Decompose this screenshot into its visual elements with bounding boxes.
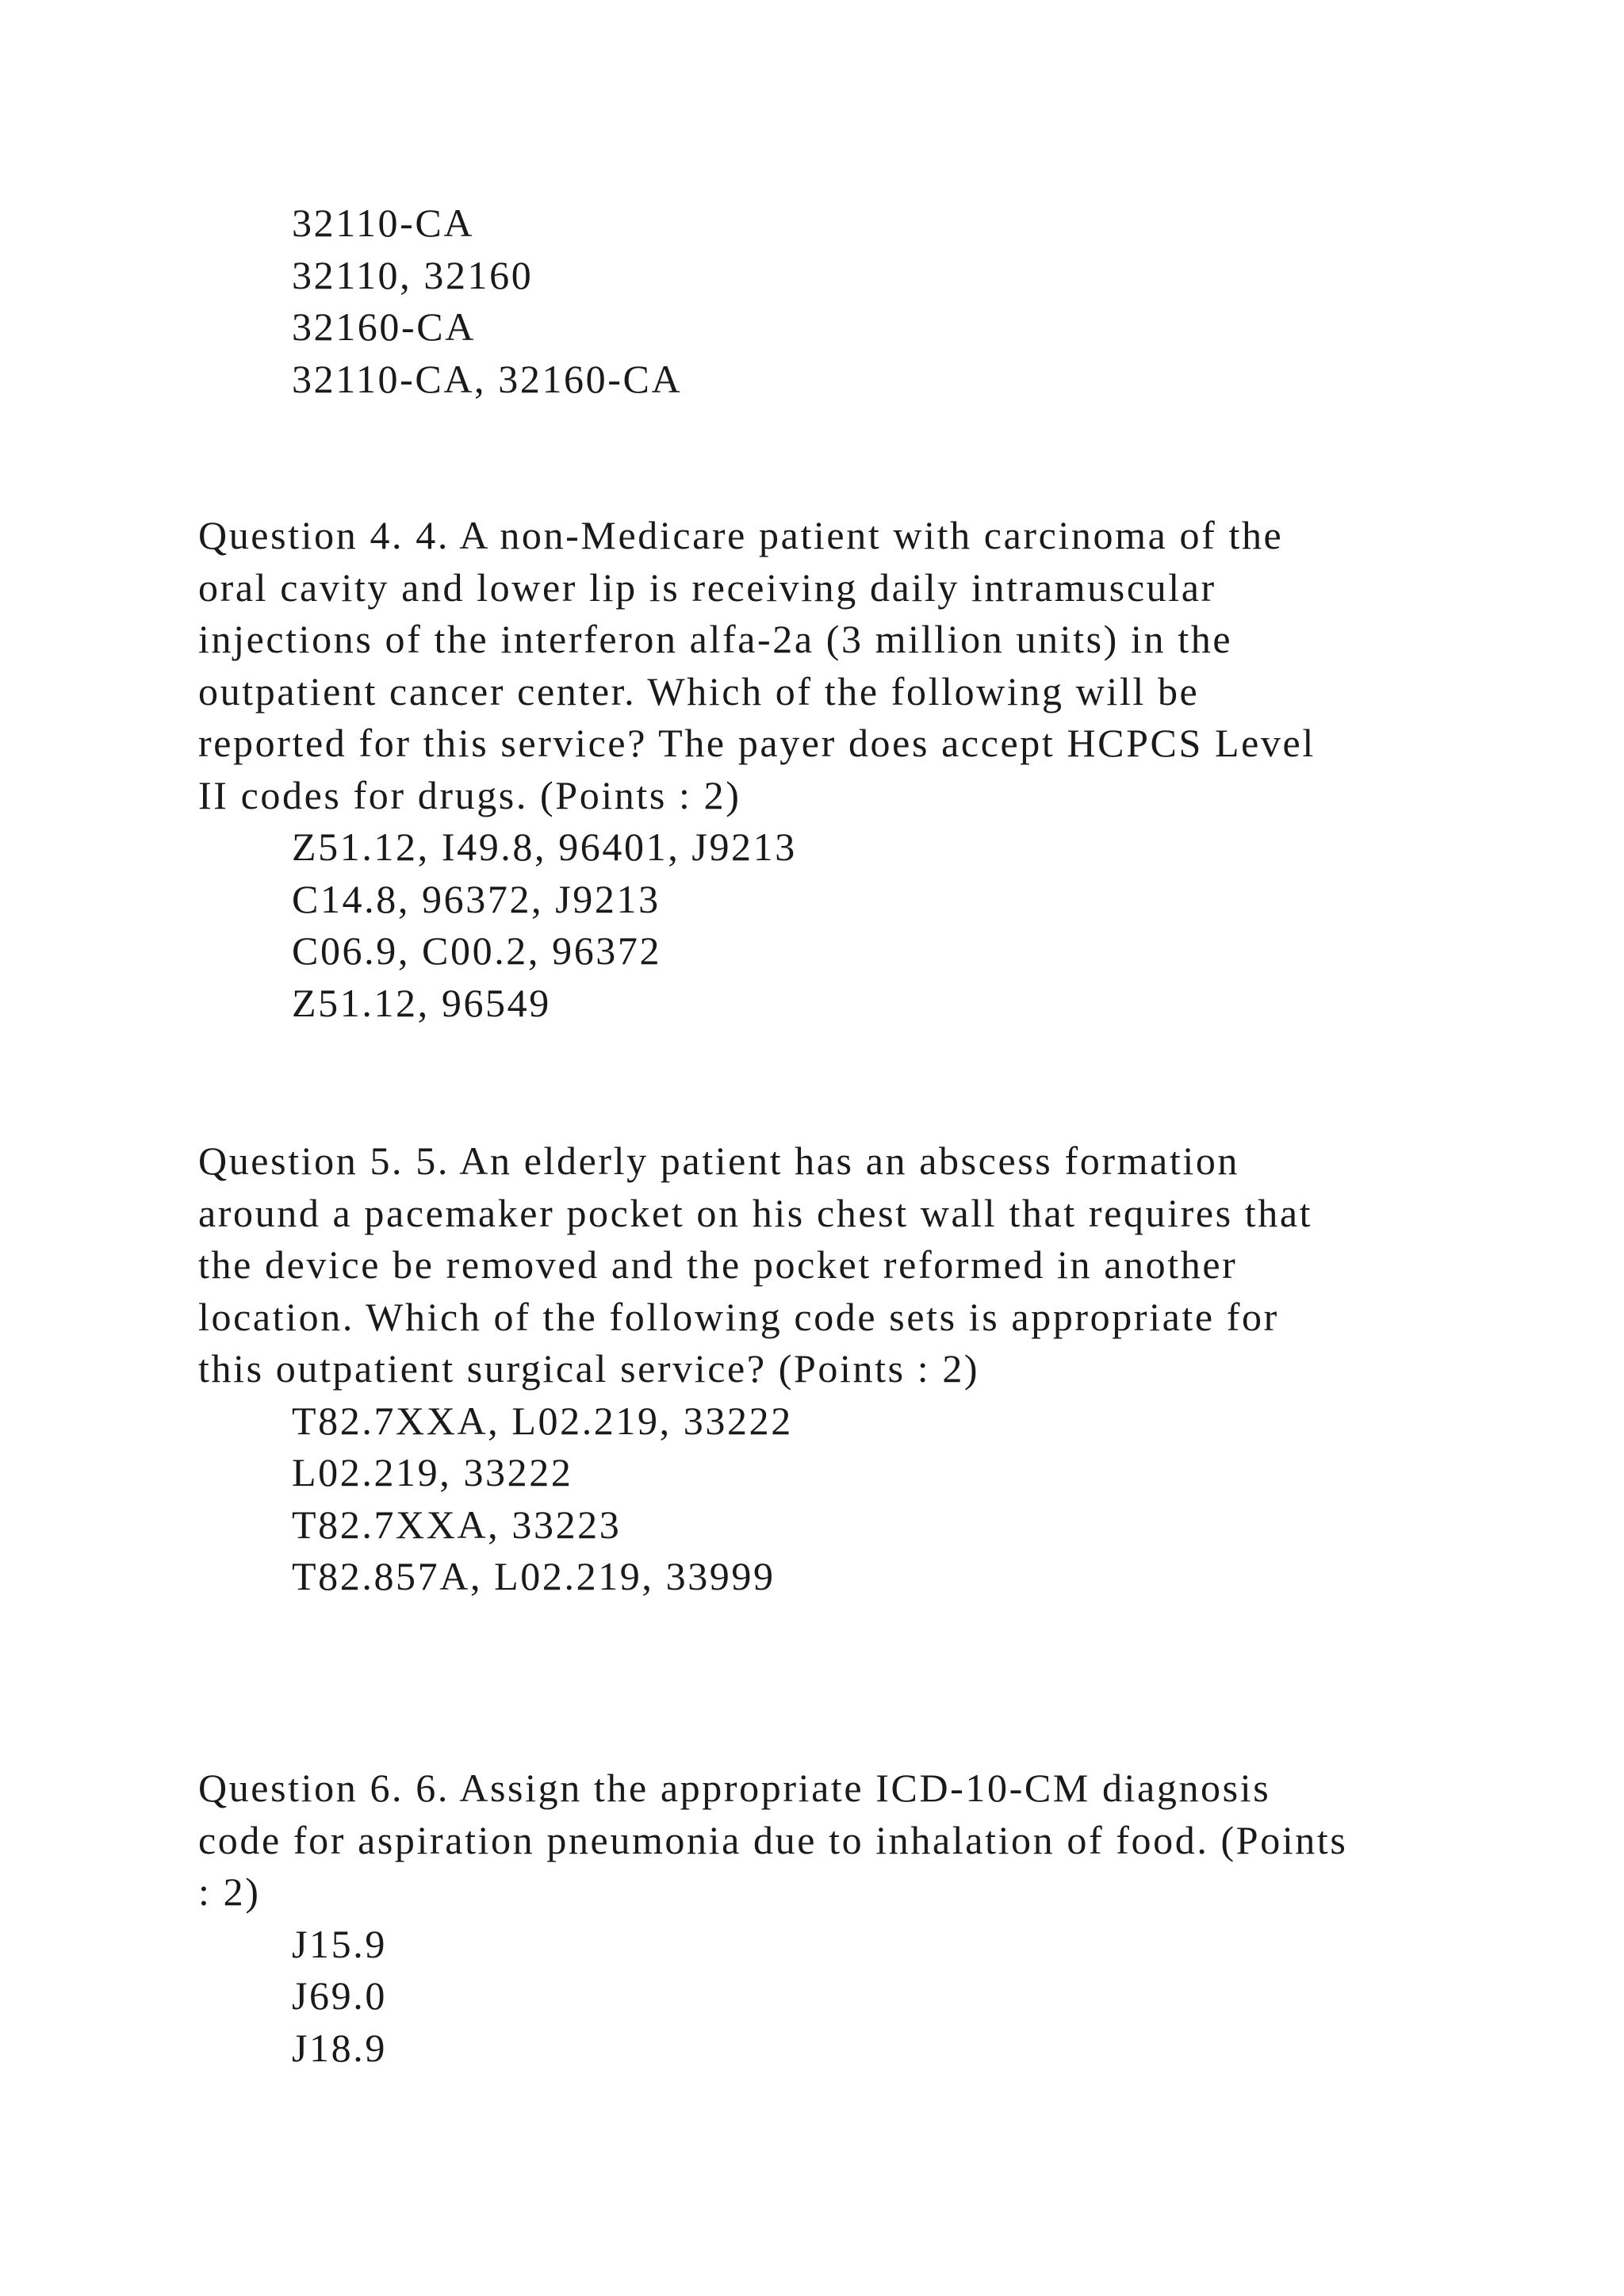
- answer-option: T82.7XXA, L02.219, 33222: [292, 1398, 793, 1443]
- answer-option: C06.9, C00.2, 96372: [292, 928, 662, 973]
- answer-option: 32110-CA: [292, 201, 475, 245]
- question-text-line: code for aspiration pneumonia due to inhalation of food. (Points: [198, 1817, 1348, 1862]
- question-5: [198, 1135, 1467, 1603]
- answer-option: Z51.12, I49.8, 96401, J9213: [292, 825, 797, 869]
- question-4: [198, 510, 1467, 1029]
- question-text-line: Question 4. 4. A non-Medicare patient with carcinoma of the: [198, 513, 1284, 557]
- answer-option: 32110, 32160: [292, 252, 534, 297]
- answer-option: 32110-CA, 32160-CA: [292, 356, 683, 401]
- answer-option: T82.7XXA, 33223: [292, 1502, 622, 1547]
- question-text-line: this outpatient surgical service? (Points : 2): [198, 1346, 980, 1391]
- answer-option: J18.9: [292, 2025, 387, 2070]
- answer-option: J69.0: [292, 1973, 387, 2018]
- answer-option: J15.9: [292, 1921, 387, 1966]
- answer-option: Z51.12, 96549: [292, 980, 551, 1025]
- answer-option: C14.8, 96372, J9213: [292, 876, 661, 921]
- question-text-line: injections of the interferon alfa-2a (3 million units) in the: [198, 617, 1233, 661]
- question-text-line: : 2): [198, 1869, 261, 1914]
- answer-option: T82.857A, L02.219, 33999: [292, 1554, 776, 1598]
- question-text-line: the device be removed and the pocket reformed in another: [198, 1242, 1238, 1287]
- question-text-line: outpatient cancer center. Which of the following will be: [198, 668, 1200, 714]
- question-text-line: oral cavity and lower lip is receiving daily intramuscular: [198, 564, 1216, 610]
- question-text-line: II codes for drugs. (Points : 2): [198, 772, 741, 817]
- question-text-line: around a pacemaker pocket on his chest wall that requires that: [198, 1190, 1313, 1235]
- question-6: [198, 1762, 1467, 2074]
- question-text-line: location. Which of the following code sets is appropriate for: [198, 1294, 1279, 1339]
- question-text-line: Question 5. 5. An elderly patient has an abscess formation: [198, 1138, 1240, 1183]
- question-text-line: Question 6. 6. Assign the appropriate ICD-10-CM diagnosis: [198, 1766, 1271, 1810]
- answer-option: L02.219, 33222: [292, 1450, 573, 1494]
- answer-option: 32160-CA: [292, 304, 476, 349]
- question-3-options: [198, 197, 1467, 405]
- question-text-line: reported for this service? The payer does accept HCPCS Level: [198, 721, 1316, 765]
